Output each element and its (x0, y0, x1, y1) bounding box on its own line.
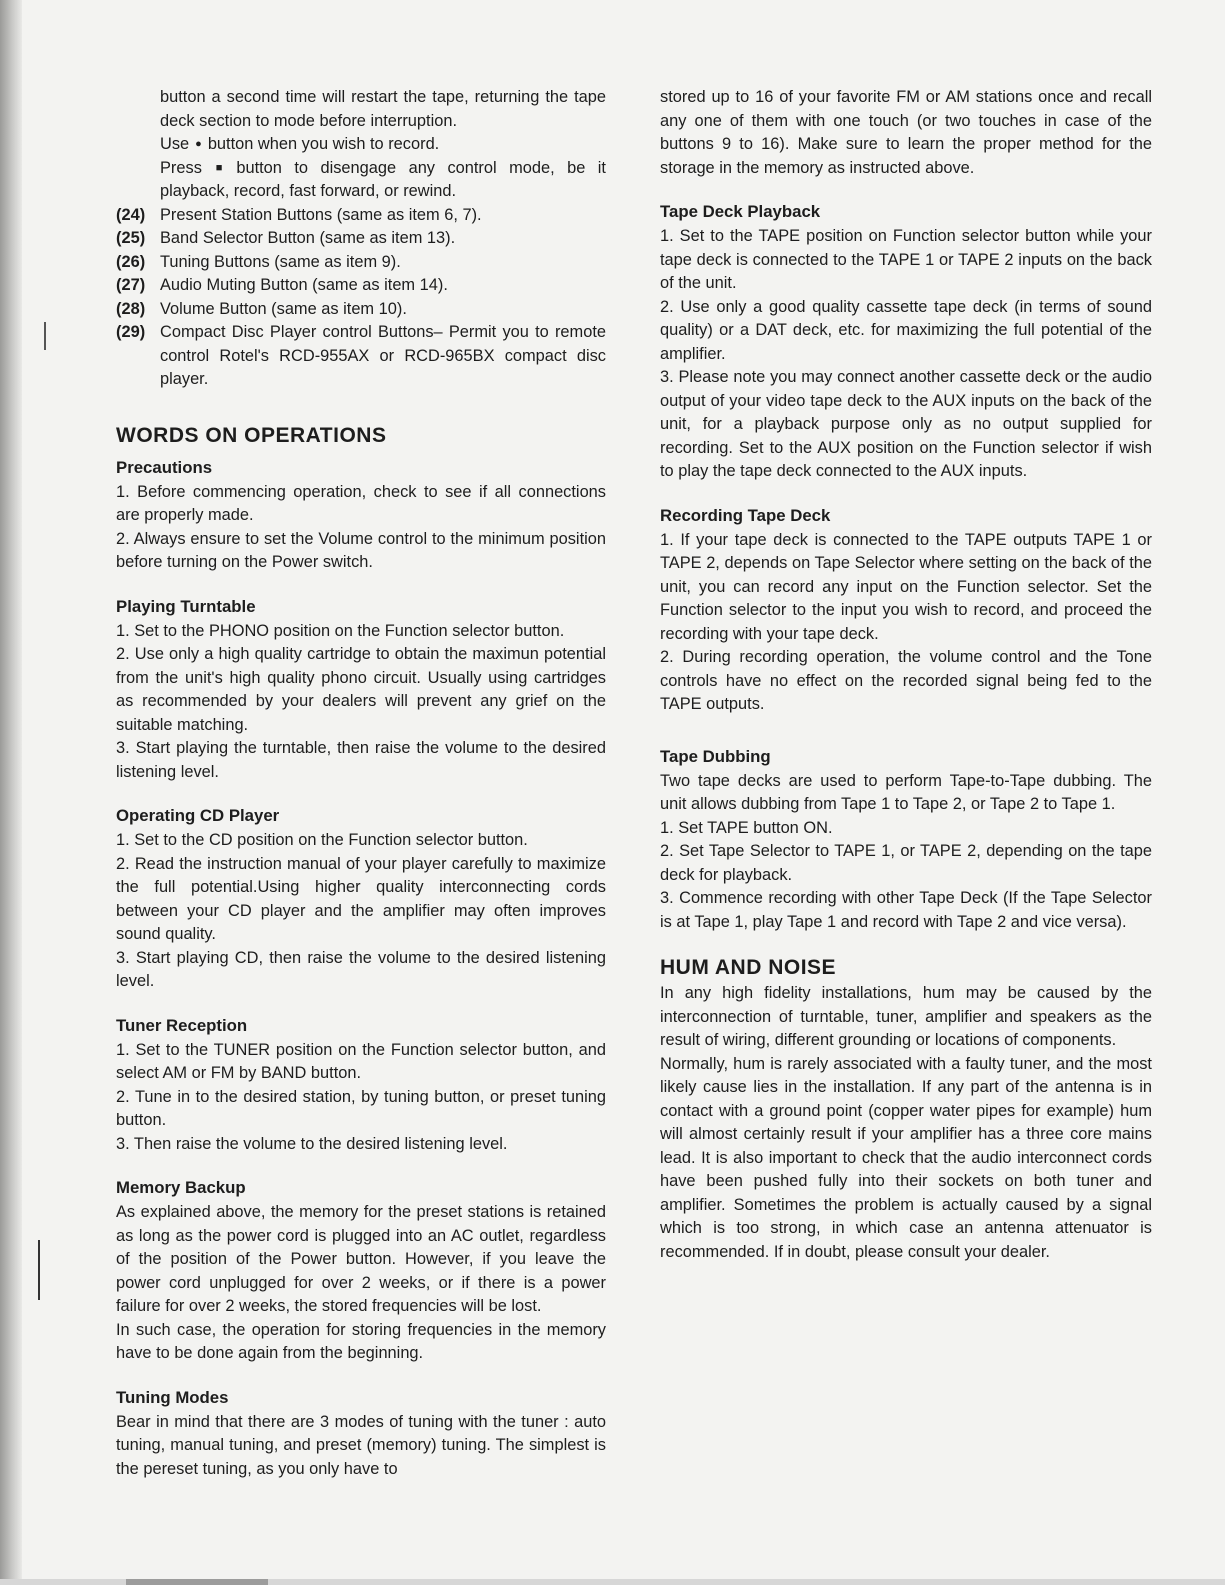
heading-tuner: Tuner Reception (116, 1015, 248, 1035)
list-item: (29) Compact Disc Player control Buttons– Permit you to remote control Rotel's RCD-955AX or RCD-965BX compact disc player. (116, 323, 606, 388)
heading-dubbing: Tape Dubbing (660, 746, 771, 766)
continued-paragraph: stored up to 16 of your favorite FM or AM stations once and recall any one of them with one touch (or two touches in case of the buttons 9 to 16). Make sure to learn the proper method for the storage in the memory as instructed above. (660, 88, 1152, 177)
paragraph: 3. Then raise the volume to the desired listening level. (116, 1134, 508, 1153)
heading-recording: Recording Tape Deck (660, 505, 831, 525)
paragraph: 2. Set Tape Selector to TAPE 1, or TAPE 2, depending on the tape deck for playback. (660, 842, 1152, 884)
scrollbar-thumb[interactable] (126, 1579, 268, 1585)
right-column (660, 86, 1152, 1264)
heading-playback: Tape Deck Playback (660, 202, 821, 221)
record-instruction: Use ● button when you wish to record. (160, 135, 440, 153)
page-binding-shadow (0, 0, 22, 1585)
paragraph: 1. Set to the PHONO position on the Function selector button. (116, 621, 565, 640)
paragraph: In any high fidelity installations, hum may be caused by the interconnection of turntable, tuner, amplifier and speakers as the result of wiring, different grounding or locations of components. (660, 984, 1152, 1049)
paragraph: 2. Use only a high quality cartridge to obtain the maximun potential from the unit's high quality phono circuit. Usually using cartridges as recommended by your dealers will prevent any grief on the suitable matching. (116, 645, 606, 734)
paragraph: 1. Before commencing operation, check to see if all connections are properly made. (116, 482, 606, 524)
stop-square-icon: ■ (207, 161, 231, 174)
paragraph: 1. Set to the TUNER position on the Function selector button, and select AM or FM by BAND button. (116, 1040, 606, 1082)
list-item: (26) Tuning Buttons (same as item 9). (116, 252, 401, 271)
section-title: WORDS ON OPERATIONS (116, 423, 387, 447)
paragraph: 1. Set TAPE button ON. (660, 818, 833, 837)
left-column (116, 86, 606, 1481)
binding-mark (44, 322, 46, 350)
continued-paragraph: button a second time will restart the tape, returning the tape deck section to mode before interruption. (160, 88, 606, 130)
paragraph: As explained above, the memory for the preset stations is retained as long as the power cord is plugged into an AC outlet, regardless of the position of the Power button. However, if you leave the power cord unplugged for over 2 weeks, or if there is a power failure for over 2 weeks, the stored frequencies will be lost. (116, 1203, 606, 1315)
paragraph: 1. Set to the TAPE position on Function selector button while your tape deck is connected to the TAPE 1 or TAPE 2 inputs on the back of the unit. (660, 227, 1152, 292)
paragraph: 1. If your tape deck is connected to the TAPE outputs TAPE 1 or TAPE 2, depends on Tape Selector where setting on the back of the unit, you can record any input on the Function selector. Set the Function selector to the input you wish to record, and proceed the recording with your tape deck. (660, 530, 1152, 643)
heading-turntable: Playing Turntable (116, 596, 256, 616)
paragraph: In such case, the operation for storing frequencies in the memory have to be done again from the beginning. (116, 1320, 606, 1362)
paragraph: 2. Use only a good quality cassette tape deck (in terms of sound quality) or a DAT deck, etc. for maximizing the full potential of the amplifier. (660, 297, 1152, 363)
list-item: (28) Volume Button (same as item 10). (116, 299, 407, 318)
paragraph: Two tape decks are used to perform Tape-to-Tape dubbing. The unit allows dubbing from Tape 1 to Tape 2, or Tape 2 to Tape 1. (660, 771, 1152, 813)
stop-instruction: Press ■ button to disengage any control mode, be it playback, record, fast forward, or rewind. (160, 158, 606, 200)
heading-precautions: Precautions (116, 457, 213, 477)
paragraph: 3. Commence recording with other Tape Deck (If the Tape Selector is at Tape 1, play Tape 1 and record with Tape 2 and vice versa). (660, 889, 1152, 931)
heading-modes: Tuning Modes (116, 1387, 229, 1407)
paragraph: 2. Tune in to the desired station, by tuning button, or preset tuning button. (116, 1087, 606, 1129)
paragraph: 2. Read the instruction manual of your player carefully to maximize the full potential.Using higher quality interconnecting cords between your CD player and the amplifier may often improves sound quality. (116, 854, 606, 943)
paragraph: Normally, hum is rarely associated with a faulty tuner, and the most likely cause lies in the installation. If any part of the antenna is in contact with a ground point (copper water pipes for example) hum will almost certainly result if your amplifier has a three core mains lead. It is also important to check that the audio interconnect cords have been pushed fully into their sockets on both tuner and amplifier. Sometimes the problem is actually caused by a signal which is too strong, in which case an antenna attenuator is recommended. If in doubt, please consult your dealer. (660, 1054, 1152, 1261)
paragraph: 3. Please note you may connect another cassette deck or the audio output of your video tape deck to the AUX inputs on the back of the unit, for a playback purpose only as no output supplied for recording. Set to the AUX position on the Function selector if wish to play the tape deck connected to the AUX inputs. (660, 368, 1152, 480)
heading-cd: Operating CD Player (116, 806, 280, 825)
binding-mark (38, 1240, 40, 1300)
record-dot-icon: ● (195, 138, 202, 150)
heading-memory: Memory Backup (116, 1178, 246, 1197)
paragraph: 2. Always ensure to set the Volume control to the minimum position before turning on the Power switch. (116, 529, 606, 571)
paragraph: Bear in mind that there are 3 modes of tuning with the tuner : auto tuning, manual tuning, and preset (memory) tuning. The simplest is the pereset tuning, as you only have to (116, 1412, 606, 1478)
paragraph: 3. Start playing the turntable, then raise the volume to the desired listening level. (116, 739, 606, 781)
list-item: (25) Band Selector Button (same as item 13). (116, 229, 456, 247)
section-title-hum: HUM AND NOISE (660, 956, 837, 979)
paragraph: 3. Start playing CD, then raise the volume to the desired listening level. (116, 948, 606, 990)
list-item: (27) Audio Muting Button (same as item 14). (116, 276, 448, 294)
list-item: (24) Present Station Buttons (same as item 6, 7). (116, 205, 482, 224)
paragraph: 1. Set to the CD position on the Function selector button. (116, 831, 528, 849)
paragraph: 2. During recording operation, the volume control and the Tone controls have no effect on the recorded signal being fed to the TAPE outputs. (660, 648, 1152, 713)
